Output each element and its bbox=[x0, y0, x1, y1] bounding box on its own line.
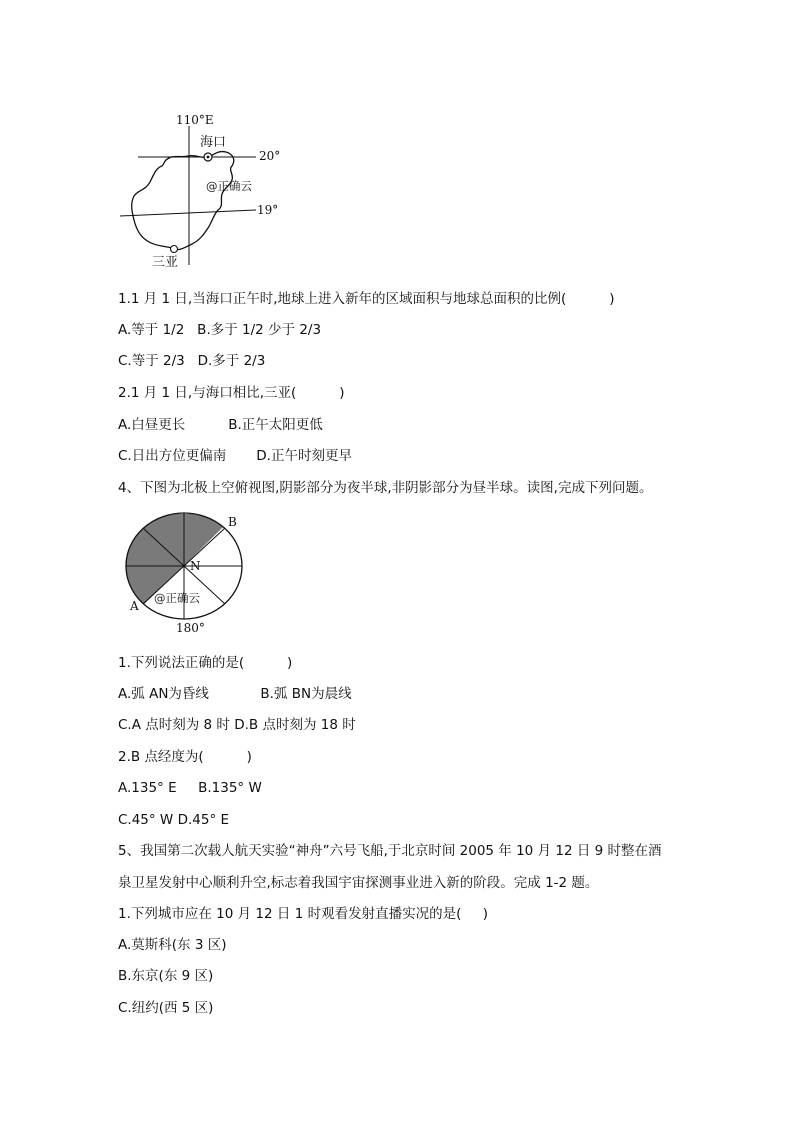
latitude-19-line bbox=[120, 210, 256, 216]
q5-1-text: 1.下列城市应在 10 月 12 日 1 时观看发射直播实况的是( ) bbox=[118, 906, 489, 922]
island-map-figure bbox=[118, 110, 288, 270]
sanya-label: 三亚 bbox=[152, 255, 179, 270]
q4-1-text: 1.下列说法正确的是( ) bbox=[118, 655, 293, 671]
point-b-label: B bbox=[228, 515, 237, 529]
lat-19-label: 19° bbox=[257, 203, 279, 217]
q4-1-options-ab: A.弧 AN为昏线 B.弧 BN为晨线 bbox=[118, 686, 352, 702]
q1-options-ab: A.等于 1/2 B.多于 1/2 少于 2/3 bbox=[118, 322, 322, 338]
q1-options-cd: C.等于 2/3 D.多于 2/3 bbox=[118, 353, 266, 369]
q2-options-ab: A.白昼更长 B.正午太阳更低 bbox=[118, 417, 323, 433]
q2-text: 2.1 月 1 日,与海口相比,三亚( ) bbox=[118, 385, 345, 401]
polar-view-figure bbox=[118, 510, 258, 640]
q4-2-options-ab: A.135° E B.135° W bbox=[118, 780, 262, 796]
q4-intro: 4、下图为北极上空俯视图,阴影部分为夜半球,非阴影部分为昼半球。读图,完成下列问题。 bbox=[118, 480, 653, 496]
q4-1-options-cd: C.A 点时刻为 8 时 D.B 点时刻为 18 时 bbox=[118, 717, 356, 733]
watermark: @正确云 bbox=[206, 179, 252, 193]
watermark-2: @正确云 bbox=[154, 591, 200, 605]
q5-1-option-b: B.东京(东 9 区) bbox=[118, 968, 214, 984]
island-outline bbox=[132, 152, 234, 250]
q4-2-options-cd: C.45° W D.45° E bbox=[118, 812, 230, 828]
q4-2-text: 2.B 点经度为( ) bbox=[118, 749, 252, 765]
q5-1-option-a: A.莫斯科(东 3 区) bbox=[118, 937, 227, 953]
q2-options-cd: C.日出方位更偏南 D.正午时刻更早 bbox=[118, 448, 352, 464]
longitude-180-label: 180° bbox=[176, 621, 205, 635]
point-a-label: A bbox=[130, 599, 139, 613]
pole-n-label: N bbox=[190, 559, 201, 573]
lat-20-label: 20° bbox=[259, 149, 281, 163]
q5-1-option-c: C.纽约(西 5 区) bbox=[118, 1000, 214, 1016]
sanya-marker bbox=[171, 246, 178, 253]
q5-intro-line1: 5、我国第二次载人航天实验“神舟”六号飞船,于北京时间 2005 年 10 月 12 日 9 时整在酒 bbox=[118, 843, 662, 859]
haikou-label: 海口 bbox=[200, 135, 227, 150]
meridian-label: 110°E bbox=[176, 113, 214, 127]
q1-text: 1.1 月 1 日,当海口正午时,地球上进入新年的区域面积与地球总面积的比例( ) bbox=[118, 291, 615, 307]
q5-intro-line2: 泉卫星发射中心顺利升空,标志着我国宇宙探测事业进入新的阶段。完成 1-2 题。 bbox=[118, 875, 599, 891]
